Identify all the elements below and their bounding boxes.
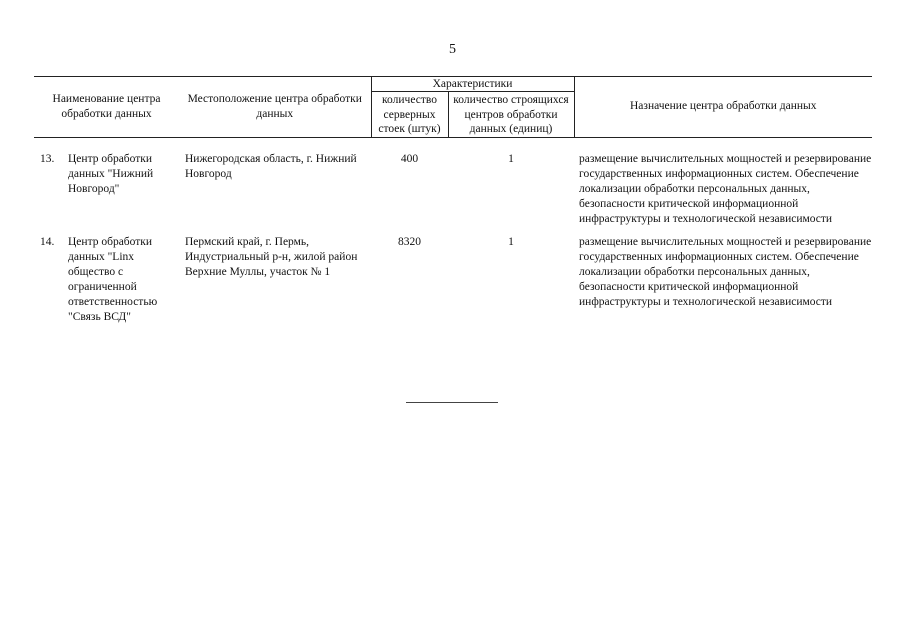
header-under-construction: количество строящихся центров обработки данных (единиц): [448, 92, 574, 138]
row-location: Пермский край, г. Пермь, Индустриальный р-н, жилой район Верхние Муллы, участок № 1: [185, 235, 358, 278]
row-purpose: размещение вычислительных мощностей и резервирование государственных информационных систем. Обеспечение локализации обработки персональных данных, безопасности критической информационной инфраструктуры и технологической независимости: [579, 235, 872, 308]
header-purpose: Назначение центра обработки данных: [574, 77, 872, 138]
row-name: Центр обработки данных "Linx общество с ограниченной ответственностью "Связь ВСД": [68, 235, 158, 323]
table-row: [34, 152, 872, 227]
row-purpose: размещение вычислительных мощностей и резервирование государственных информационных систем. Обеспечение локализации обработки персональных данных, безопасности критической информационной инфраструктуры и технологической независимости: [579, 152, 872, 225]
header-name: Наименование центра обработки данных: [34, 77, 179, 138]
data-centers-table: [34, 76, 872, 325]
row-racks: 400: [400, 152, 419, 165]
row-number: 14.: [40, 235, 55, 248]
header-racks: количество серверных стоек (штук): [371, 92, 448, 138]
row-location: Нижегородская область, г. Нижний Новгород: [185, 152, 357, 180]
row-under-construction: 1: [508, 235, 514, 248]
header-characteristics: Характеристики: [371, 77, 574, 92]
table-row: [34, 235, 872, 325]
end-divider: [406, 402, 498, 403]
row-under-construction: 1: [508, 152, 514, 165]
header-location: Местоположение центра обработки данных: [179, 77, 371, 138]
row-name: Центр обработки данных "Нижний Новгород": [68, 152, 154, 195]
page-number: 5: [449, 42, 456, 57]
row-number: 13.: [40, 152, 55, 165]
row-racks: 8320: [398, 235, 421, 248]
